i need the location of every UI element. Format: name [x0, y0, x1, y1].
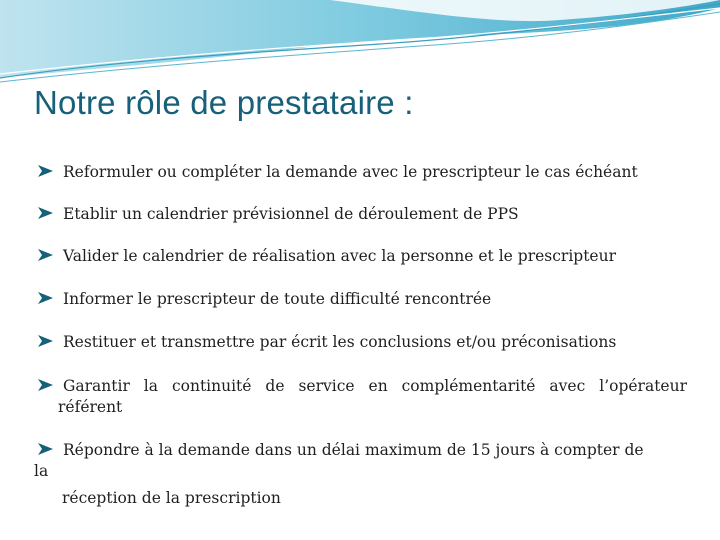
list-item — [37, 440, 644, 460]
bullet-text: Reformuler ou compléter la demande avec le prescripteur le cas échéant — [63, 163, 638, 181]
arrow-bullet-icon — [37, 378, 55, 392]
list-item — [37, 246, 616, 266]
arrow-bullet-icon — [37, 248, 55, 262]
list-item — [37, 376, 687, 396]
slide-title: Notre rôle de prestataire : — [34, 84, 414, 121]
list-item — [37, 162, 638, 182]
bullet-text: Restituer et transmettre par écrit les conclusions et/ou préconisations — [63, 333, 617, 351]
arrow-bullet-icon — [37, 442, 55, 456]
bullet-text: Valider le calendrier de réalisation avec la personne et le prescripteur — [63, 247, 616, 265]
bullet-text: Informer le prescripteur de toute difficulté rencontrée — [63, 290, 492, 308]
arrow-bullet-icon — [37, 206, 55, 220]
bullet-text: Etablir un calendrier prévisionnel de déroulement de PPS — [63, 205, 519, 223]
list-item — [37, 332, 616, 352]
bullet-text-continuation: réception de la prescription — [62, 489, 281, 507]
arrow-bullet-icon — [37, 164, 55, 178]
bullet-text-continuation: la — [34, 462, 49, 480]
list-item — [37, 204, 519, 224]
bullet-text: Garantir la continuité de service en complémentarité avec l’opérateur — [63, 377, 687, 395]
arrow-bullet-icon — [37, 291, 55, 305]
bullet-text: Répondre à la demande dans un délai maximum de 15 jours à compter de — [63, 441, 644, 459]
list-item — [37, 289, 491, 309]
bullet-text-continuation: référent — [58, 398, 123, 416]
arrow-bullet-icon — [37, 334, 55, 348]
